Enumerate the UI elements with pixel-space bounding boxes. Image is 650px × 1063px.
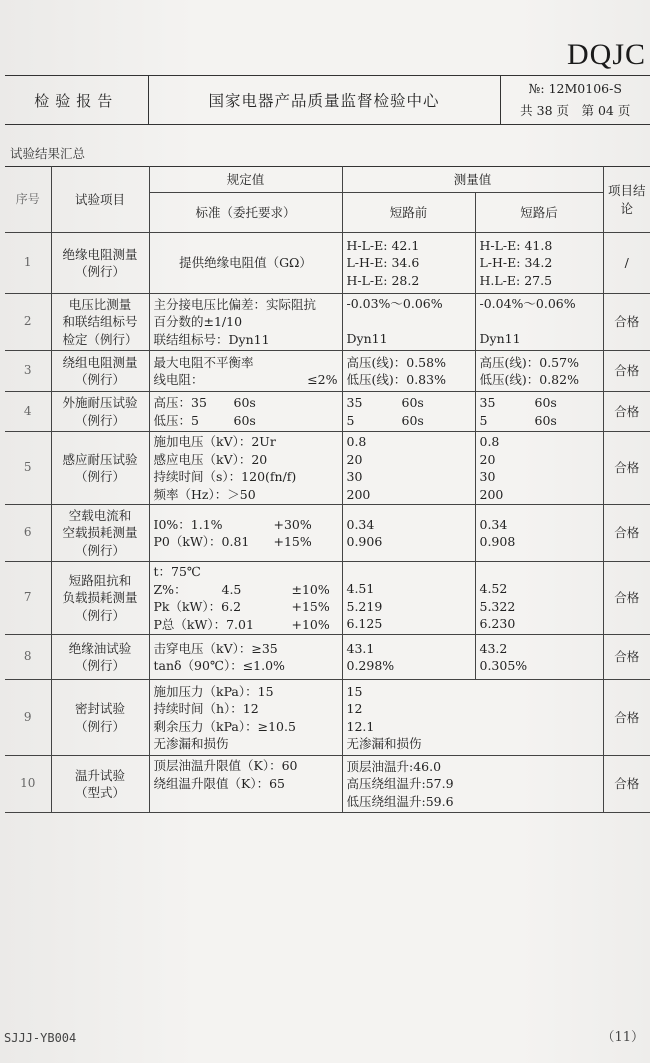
value-line: 0.34	[479, 516, 508, 532]
table-row	[5, 505, 650, 562]
result-cell: 合格	[603, 562, 650, 635]
table-row	[5, 756, 650, 813]
after-cell	[475, 294, 603, 351]
spec-line: 低压：5	[153, 412, 199, 428]
after-cell	[475, 562, 603, 635]
value-line: 5.322	[479, 598, 516, 614]
spec-duration: 60s	[233, 412, 256, 428]
value-line: 低压(线)：0.83%	[346, 372, 446, 387]
row-no: 2	[5, 294, 51, 351]
spec-line: 感应电压（kV）：20	[153, 451, 268, 467]
page-count: 共 38 页 第 04 页	[520, 103, 631, 118]
col-spec: 规定值	[149, 167, 342, 193]
after-cell	[475, 233, 603, 294]
value-line: 35	[479, 395, 496, 410]
table-row	[5, 233, 650, 294]
item-line: 电压比测量	[68, 296, 132, 312]
spec-limit: ≤2%	[307, 372, 338, 387]
table-row	[5, 351, 650, 392]
result-cell: 合格	[603, 756, 650, 813]
report-header	[5, 75, 650, 125]
spec-cell	[149, 351, 342, 392]
spec-line: 施加电压（kV）：2Ur	[153, 434, 276, 449]
row-no: 5	[5, 432, 51, 505]
value-line: 5.219	[346, 598, 383, 614]
form-code: SJJJ-YB004	[4, 1031, 77, 1045]
value-line: 60s	[534, 412, 557, 428]
spec-line: 击穿电压（kV）：≥35	[153, 640, 278, 656]
spec-line: 最大电阻不平衡率	[153, 354, 254, 370]
spec-line: 百分数的±1/10	[153, 314, 243, 330]
value-line	[480, 313, 599, 330]
value-line: 0.906	[346, 534, 383, 549]
item-line: 检定（例行）	[62, 331, 138, 347]
row-no: 1	[5, 233, 51, 294]
value-line: 30	[346, 469, 363, 484]
value-line: 30	[479, 469, 496, 484]
spec-tolerance: +15%	[291, 599, 330, 614]
value-line: 0.34	[346, 516, 375, 532]
value-line: H-L-E: 42.1	[346, 237, 420, 253]
value-line: 60s	[534, 395, 557, 410]
row-item	[51, 233, 149, 294]
value-line: 35	[346, 395, 363, 410]
after-cell	[475, 635, 603, 680]
spec-line: tanδ（90℃）：≤1.0%	[153, 658, 285, 673]
value-line	[480, 563, 599, 580]
report-number: №: 12M0106-S	[528, 81, 622, 96]
result-cell: 合格	[603, 392, 650, 432]
table-row	[5, 432, 650, 505]
after-cell	[475, 351, 603, 392]
spec-cell	[149, 635, 342, 680]
value-line: 5	[346, 412, 355, 428]
spec-tolerance: +10%	[291, 616, 330, 632]
row-no: 6	[5, 505, 51, 562]
item-line: 短路阻抗和	[68, 572, 132, 588]
table-row	[5, 294, 650, 351]
value-line: 顶层油温升:46.0	[346, 758, 442, 774]
item-line: （例行）	[74, 412, 125, 428]
spec-line: P0（kW）：0.81	[153, 534, 250, 549]
spec-line: t：75℃	[153, 564, 201, 579]
row-item	[51, 562, 149, 635]
spec-line: 绕组温升限值（K）：65	[153, 775, 285, 791]
item-line: 温升试验	[74, 767, 125, 783]
value-line: -0.04%～0.06%	[479, 296, 576, 311]
row-no: 4	[5, 392, 51, 432]
row-item	[51, 635, 149, 680]
value-line: 高压(线)：0.58%	[346, 354, 446, 370]
value-line: Dyn11	[479, 330, 521, 346]
value-line: 43.2	[479, 640, 508, 656]
value-line: 低压(线)：0.82%	[479, 372, 579, 387]
spec-line: 高压：35	[153, 395, 207, 410]
spec-line: 线电阻：	[153, 372, 204, 387]
measured-cell	[342, 756, 603, 813]
value-line: 0.298%	[346, 658, 395, 673]
spec-cell	[149, 294, 342, 351]
row-no: 9	[5, 680, 51, 756]
spec-line: P总（kW）：7.01	[153, 616, 254, 632]
before-cell	[342, 432, 475, 505]
spec-line: 无渗漏和损伤	[153, 736, 229, 751]
before-cell	[342, 505, 475, 562]
before-cell	[342, 233, 475, 294]
value-line: 200	[346, 486, 371, 502]
row-no: 3	[5, 351, 51, 392]
value-line: 20	[346, 451, 363, 467]
spec-value: 4.5	[221, 581, 242, 597]
after-cell	[475, 505, 603, 562]
value-line: 高压(线)：0.57%	[479, 354, 579, 370]
spec-cell	[149, 505, 342, 562]
after-cell	[475, 432, 603, 505]
value-line: 12.1	[346, 718, 375, 734]
spec-cell	[149, 562, 342, 635]
result-cell: 合格	[603, 635, 650, 680]
col-measured: 测量值	[342, 167, 603, 193]
result-cell: /	[603, 233, 650, 294]
value-line: 0.8	[346, 434, 367, 449]
item-line: 绕组电阻测量	[62, 354, 138, 370]
value-line: 6.125	[346, 616, 383, 632]
value-line: L-H-E: 34.2	[479, 255, 553, 271]
table-row	[5, 562, 650, 635]
table-row	[5, 392, 650, 432]
report-type: 检验报告	[5, 76, 148, 125]
before-cell	[342, 392, 475, 432]
item-line: 感应耐压试验	[62, 451, 138, 467]
spec-line: 顶层油温升限值（K）：60	[153, 758, 298, 773]
spec-tolerance: +15%	[273, 534, 312, 549]
col-before: 短路前	[342, 193, 475, 233]
result-cell: 合格	[603, 505, 650, 562]
value-line: L-H-E: 34.6	[346, 255, 420, 271]
result-cell: 合格	[603, 432, 650, 505]
spec-cell	[149, 432, 342, 505]
value-line: H-L-E: 41.8	[479, 237, 553, 253]
row-item	[51, 392, 149, 432]
value-line: 12	[346, 701, 363, 716]
table-row	[5, 680, 650, 756]
section-title: 试验结果汇总	[10, 146, 86, 161]
value-line: 200	[479, 486, 504, 502]
item-line: （型式）	[74, 785, 125, 800]
value-line: 无渗漏和损伤	[346, 736, 422, 751]
item-line: 空载电流和	[68, 507, 132, 523]
spec-cell: 提供绝缘电阻值（GΩ）	[149, 233, 342, 294]
item-line: （例行）	[74, 718, 125, 734]
row-item	[51, 756, 149, 813]
value-line: 0.908	[479, 534, 516, 549]
value-line: H-L-E: 28.2	[346, 272, 420, 288]
value-line: 60s	[401, 395, 424, 410]
value-line: -0.03%～0.06%	[346, 296, 443, 311]
value-line: 0.305%	[479, 658, 528, 673]
dqjc-logo: DQJC	[566, 38, 646, 71]
spec-line: Z%：	[153, 581, 187, 597]
row-item	[51, 351, 149, 392]
value-line	[347, 313, 471, 330]
col-seq: 序号	[5, 167, 51, 233]
before-cell	[342, 562, 475, 635]
value-line: 4.52	[479, 581, 508, 597]
table-row	[5, 635, 650, 680]
row-item	[51, 432, 149, 505]
result-cell: 合格	[603, 294, 650, 351]
item-line: （例行）	[74, 658, 125, 673]
item-line: 密封试验	[74, 701, 125, 716]
col-item: 试验项目	[51, 167, 149, 233]
spec-line: 频率（Hz）：＞50	[153, 486, 256, 502]
value-line: 6.230	[479, 616, 516, 632]
spec-cell	[149, 680, 342, 756]
value-line: 43.1	[346, 640, 375, 656]
spec-duration: 60s	[233, 395, 256, 410]
spec-line: 剩余压力（kPa）：≥10.5	[153, 718, 296, 734]
value-line: Dyn11	[346, 330, 388, 346]
before-cell	[342, 635, 475, 680]
spec-cell	[149, 392, 342, 432]
spec-line: 持续时间（s）：120(fn/f)	[153, 469, 297, 484]
page-number: （11）	[601, 1030, 644, 1045]
value-line: H.L-E: 27.5	[479, 272, 553, 288]
row-no: 10	[5, 756, 51, 813]
spec-cell	[149, 756, 342, 813]
row-item	[51, 294, 149, 351]
col-spec-sub: 标准（委托要求）	[149, 193, 342, 233]
value-line: 5	[479, 412, 488, 428]
item-line: （例行）	[74, 607, 125, 623]
value-line: 4.51	[346, 581, 375, 597]
before-cell	[342, 294, 475, 351]
value-line: 低压绕组温升:59.6	[346, 793, 454, 809]
value-line: 20	[479, 451, 496, 467]
spec-tolerance: ±10%	[291, 581, 330, 597]
result-cell: 合格	[603, 351, 650, 392]
value-line: 0.8	[479, 434, 500, 449]
item-line: （例行）	[74, 264, 125, 279]
item-line: （例行）	[74, 372, 125, 387]
spec-line: I0%：1.1%	[153, 516, 223, 532]
item-line: 绝缘油试验	[68, 640, 132, 656]
spec-line: 联结组标号：Dyn11	[153, 331, 270, 347]
value-line: 高压绕组温升:57.9	[346, 776, 454, 792]
spec-line: 施加压力（kPa）：15	[153, 683, 274, 699]
item-line: （例行）	[74, 542, 125, 558]
item-line: 绝缘电阻测量	[62, 246, 138, 262]
before-cell	[342, 351, 475, 392]
spec-line: 主分接电压比偏差：实际阻抗	[153, 296, 317, 312]
item-line: 和联结组标号	[62, 314, 138, 330]
row-item	[51, 680, 149, 756]
col-after: 短路后	[475, 193, 603, 233]
item-line: （例行）	[74, 469, 125, 484]
report-meta	[500, 76, 650, 125]
organization-name: 国家电器产品质量监督检验中心	[148, 76, 500, 125]
row-no: 7	[5, 562, 51, 635]
result-cell: 合格	[603, 680, 650, 756]
value-line: 15	[346, 683, 363, 699]
spec-line: Pk（kW）：6.2	[153, 599, 242, 614]
measured-cell	[342, 680, 603, 756]
row-no: 8	[5, 635, 51, 680]
value-line	[347, 563, 471, 580]
item-line: 外施耐压试验	[62, 395, 138, 410]
spec-line: 持续时间（h）：12	[153, 701, 259, 716]
value-line: 60s	[401, 412, 424, 428]
after-cell	[475, 392, 603, 432]
spec-tolerance: +30%	[273, 516, 312, 532]
row-item	[51, 505, 149, 562]
item-line: 负载损耗测量	[62, 590, 138, 606]
col-conclusion: 项目结论	[603, 167, 650, 233]
item-line: 空载损耗测量	[62, 525, 138, 541]
results-table	[5, 166, 650, 813]
